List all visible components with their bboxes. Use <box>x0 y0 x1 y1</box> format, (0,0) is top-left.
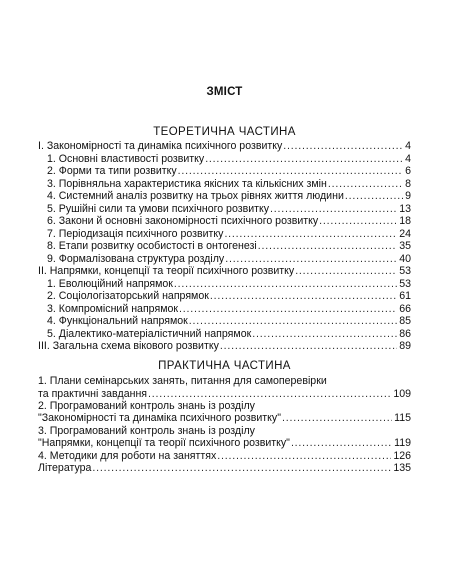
toc-leader-dots <box>92 462 391 475</box>
toc-entry-title: 4. Методики для роботи на заняттях <box>38 450 217 462</box>
toc-page-number: 53 <box>399 265 411 277</box>
toc-page-number: 4 <box>405 140 411 152</box>
toc-page-number: 18 <box>399 215 411 227</box>
toc-page-number: 35 <box>399 240 411 252</box>
toc-entry-title-line1: 2. Програмований контроль знань із розділу <box>38 400 255 412</box>
toc-page-number: 66 <box>399 303 411 315</box>
toc-page-number: 85 <box>399 315 411 327</box>
toc-page-number: 126 <box>393 450 411 462</box>
toc-entry-title: 3. Порівняльна характеристика якісних та кількісних змін <box>47 178 327 190</box>
toc-page-number: 109 <box>393 388 411 400</box>
toc-entry-title: ІІ. Напрямки, концепції та теорії психічного розвитку <box>38 265 295 277</box>
toc-entry <box>47 215 411 228</box>
toc-leader-dots <box>295 265 397 278</box>
theory-section-heading: ТЕОРЕТИЧНА ЧАСТИНА <box>153 126 296 138</box>
toc-entry-title: 5. Рушійні сили та умови психічного розвитку <box>47 203 270 215</box>
toc-leader-dots <box>345 190 403 203</box>
toc-entry-title: "Напрямки, концепції та теорії психічного розвитку" <box>38 437 290 449</box>
toc-entry <box>47 240 411 253</box>
toc-entry-title: 1. Еволюційний напрямок <box>47 278 173 290</box>
toc-entry-title: 7. Періодизація психічного розвитку <box>47 228 224 240</box>
toc-entry <box>38 437 411 450</box>
toc-entry-title: "Закономірності та динаміка психічного розвитку" <box>38 412 281 424</box>
toc-entry <box>47 315 411 328</box>
toc-leader-dots <box>258 240 397 253</box>
toc-page-number: 119 <box>394 437 411 449</box>
toc-entry <box>38 462 411 475</box>
toc-entry <box>38 140 411 153</box>
toc-entry-title: 1. Основні властивості розвитку <box>47 153 205 165</box>
toc-page-number: 86 <box>399 328 411 340</box>
toc-page-number: 8 <box>405 178 411 190</box>
toc-page-number: 61 <box>399 290 411 302</box>
toc-page-number: 24 <box>399 228 411 240</box>
toc-leader-dots <box>178 165 403 178</box>
toc-page-number: 4 <box>405 153 411 165</box>
toc-entry <box>47 165 411 178</box>
toc-entry <box>38 265 411 278</box>
toc-entry-title: та практичні завдання <box>38 388 148 400</box>
toc-entry-title: 3. Компромісний напрямок <box>47 303 179 315</box>
toc-leader-dots <box>283 140 403 153</box>
toc-entry <box>47 290 411 303</box>
toc-entry-title: Література <box>38 462 92 474</box>
toc-page-number: 40 <box>399 253 411 265</box>
toc-entry-title: ІІІ. Загальна схема вікового розвитку <box>38 340 219 352</box>
toc-entry-title: 4. Функціональний напрямок <box>47 315 188 327</box>
toc-entry-title: 8. Етапи розвитку особистості в онтогенезі <box>47 240 257 252</box>
toc-entry-title: 4. Системний аналіз розвитку на трьох рівнях життя людини <box>47 190 344 202</box>
toc-leader-dots <box>189 315 397 328</box>
toc-entry <box>38 340 411 353</box>
toc-entry-title-line1: 1. Плани семінарських занять, питання для самоперевірки <box>38 375 327 387</box>
toc-entry-title: 6. Закони й основні закономірності психічного розвитку <box>47 215 319 227</box>
toc-page-number: 135 <box>393 462 411 474</box>
toc-entry <box>47 190 411 203</box>
toc-entry-title: 9. Формалізована структура розділу <box>47 253 225 265</box>
toc-leader-dots <box>220 340 397 353</box>
toc-page-number: 115 <box>394 412 411 424</box>
toc-leader-dots <box>291 437 392 450</box>
toc-page-number: 89 <box>399 340 411 352</box>
toc-leader-dots <box>319 215 397 228</box>
page-title: ЗМІСТ <box>206 86 243 98</box>
toc-leader-dots <box>282 412 392 425</box>
toc-entry-title: 2. Соціологізаторський напрямок <box>47 290 209 302</box>
toc-entry-title: 5. Діалектико-матеріалістичний напрямок <box>47 328 252 340</box>
toc-page-number: 13 <box>399 203 411 215</box>
toc-entry <box>38 412 411 425</box>
toc-entry-title-line1: 3. Програмований контроль знань із розділу <box>38 425 255 437</box>
toc-leader-dots <box>210 290 397 303</box>
toc-page-number: 9 <box>405 190 411 202</box>
toc-page-number: 6 <box>405 165 411 177</box>
practice-section-heading: ПРАКТИЧНА ЧАСТИНА <box>158 360 291 372</box>
toc-page-number: 53 <box>399 278 411 290</box>
toc-entry-title: 2. Форми та типи розвитку <box>47 165 177 177</box>
toc-entry-title: І. Закономірності та динаміка психічного розвитку <box>38 140 283 152</box>
